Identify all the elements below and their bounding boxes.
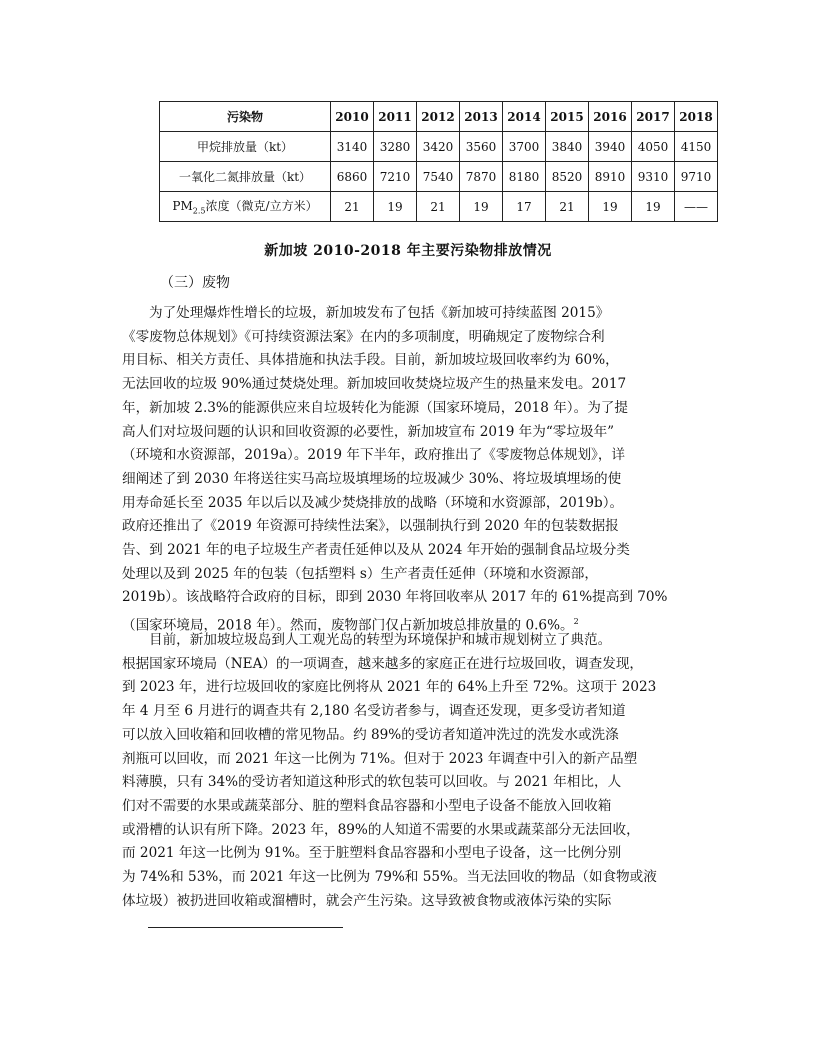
table-header-cell: 2011 (374, 102, 417, 132)
text-line: 2019b）。该战略符合政府的目标，即到 2030 年将回收率从 2017 年的 61%提高到 70% (122, 589, 668, 606)
text-line: 年，新加坡 2.3%的能源供应来自垃圾转化为能源（国家环境局，2018 年）。为了提 (122, 399, 628, 416)
text-line: 或滑槽的认识有所下降。2023 年，89%的人知道不需要的水果或蔬菜部分无法回收， (122, 821, 640, 838)
table-cell: 7210 (374, 162, 417, 192)
table-header-cell: 2013 (460, 102, 503, 132)
text-line: 为了处理爆炸性增长的垃圾，新加坡发布了包括《新加坡可持续蓝图 2015》 (149, 305, 610, 321)
table-cell: —— (675, 192, 718, 222)
table-cell: 21 (417, 192, 460, 222)
text-line: 用目标、相关方责任、具体措施和执法手段。目前，新加坡垃圾回收率约为 60%， (122, 352, 619, 369)
row-label (160, 192, 331, 222)
section-heading: （三）废物 (160, 275, 230, 291)
paragraph-waste-policy (122, 302, 696, 638)
paragraph-recycling-survey (122, 629, 696, 913)
row-label-subscript: 2.5 (192, 206, 206, 216)
text-line: 体垃圾）被扔进回收箱或溜槽时，就会产生污染。这导致被食物或液体污染的实际 (122, 892, 612, 909)
table-cell: 3280 (374, 132, 417, 162)
table-cell: 21 (331, 192, 374, 222)
text-line: 根据国家环境局（NEA）的一项调查，越来越多的家庭正在进行垃圾回收，调查发现， (122, 655, 644, 672)
table-header-cell: 2014 (503, 102, 546, 132)
text-line: 高人们对垃圾问题的认识和回收资源的必要性，新加坡宣布 2019 年为“零垃圾年” (122, 423, 615, 440)
table-cell: 19 (589, 192, 632, 222)
table-cell: 6860 (331, 162, 374, 192)
table-header-cell: 2015 (546, 102, 589, 132)
table-header-cell: 2018 (675, 102, 718, 132)
text-line: 目前，新加坡垃圾岛到人工观光岛的转型为环境保护和城市规划树立了典范。 (149, 632, 612, 648)
text-line: 为 74%和 53%，而 2021 年这一比例为 79%和 55%。当无法回收的物品（如食物或液 (122, 869, 657, 886)
table-cell: 9710 (675, 162, 718, 192)
text-line: 细阐述了到 2030 年将送往实马高垃圾填埋场的垃圾减少 30%、将垃圾填埋场的使 (122, 470, 622, 487)
text-line: 用寿命延长至 2035 年以后以及减少焚烧排放的战略（环境和水资源部，2019b）。 (122, 494, 624, 511)
table-header-cell: 2016 (589, 102, 632, 132)
table-header-cell: 2012 (417, 102, 460, 132)
text-line: 们对不需要的水果或蔬菜部分、脏的塑料食品容器和小型电子设备不能放入回收箱 (122, 797, 612, 814)
table-cell: 3140 (331, 132, 374, 162)
text-line: 可以放入回收箱和回收槽的常见物品。约 89%的受访者知道冲洗过的洗发水或洗涤 (122, 726, 619, 743)
table-cell: 4150 (675, 132, 718, 162)
text-line: （环境和水资源部，2019a）。2019 年下半年，政府推出了《零废物总体规划》，详 (122, 447, 626, 464)
table-cell: 8180 (503, 162, 546, 192)
table-cell: 3420 (417, 132, 460, 162)
table-cell: 8520 (546, 162, 589, 192)
table-cell: 7870 (460, 162, 503, 192)
table-cell: 19 (460, 192, 503, 222)
footnote-reference[interactable]: 2 (573, 617, 579, 627)
table-cell: 3700 (503, 132, 546, 162)
text-line: 告、到 2021 年的电子垃圾生产者责任延伸以及从 2024 年开始的强制食品垃圾分类 (122, 542, 630, 559)
table-row-methane (160, 132, 718, 162)
text-line: 《零废物总体规划》《可持续资源法案》在内的多项制度，明确规定了废物综合利 (122, 328, 605, 345)
text-line: 政府还推出了《2019 年资源可持续性法案》，以强制执行到 2020 年的包装数据报 (122, 518, 619, 535)
row-label: 甲烷排放量（kt） (160, 132, 331, 162)
table-cell: 19 (632, 192, 675, 222)
footnote-divider (148, 927, 343, 928)
table-cell: 19 (374, 192, 417, 222)
text-line: 料薄膜，只有 34%的受访者知道这种形式的软包装可以回收。与 2021 年相比，人 (122, 774, 622, 791)
table-cell: 17 (503, 192, 546, 222)
table-cell: 3840 (546, 132, 589, 162)
table-cell: 21 (546, 192, 589, 222)
table-row-nitrous-oxide (160, 162, 718, 192)
table-header-row (160, 102, 718, 132)
table-header-cell: 2017 (632, 102, 675, 132)
text-line: 处理以及到 2025 年的包装（包括塑料 s）生产者责任延伸（环境和水资源部， (122, 565, 598, 582)
table-cell: 3940 (589, 132, 632, 162)
table-header-cell: 污染物 (160, 102, 331, 132)
row-label-unit: 浓度（微克/立方米） (205, 199, 318, 214)
text-line-content: （国家环境局，2018 年）。然而，废物部门仅占新加坡总排放量的 0.6%。 (122, 617, 574, 634)
pollutant-table (159, 101, 718, 222)
row-label-pm: PM (172, 199, 193, 214)
table-header-cell: 2010 (331, 102, 374, 132)
text-line: 无法回收的垃圾 90%通过焚烧处理。新加坡回收焚烧垃圾产生的热量来发电。2017 (122, 376, 627, 393)
text-line: 到 2023 年，进行垃圾回收的家庭比例将从 2021 年的 64%上升至 72%。这项于 2023 (122, 679, 657, 696)
table-cell: 9310 (632, 162, 675, 192)
table-cell: 4050 (632, 132, 675, 162)
table-row-pm25 (160, 192, 718, 222)
text-line: 而 2021 年这一比例为 91%。至于脏塑料食品容器和小型电子设备，这一比例分别 (122, 845, 622, 862)
text-line: 年 4 月至 6 月进行的调查共有 2,180 名受访者参与，调查还发现，更多受访者知道 (122, 703, 626, 720)
table-cell: 3560 (460, 132, 503, 162)
row-label: 一氧化二氮排放量（kt） (160, 162, 331, 192)
text-line: 剂瓶可以回收，而 2021 年这一比例为 71%。但对于 2023 年调查中引入的新产品塑 (122, 750, 638, 767)
table-cell: 8910 (589, 162, 632, 192)
table-cell: 7540 (417, 162, 460, 192)
table-caption: 新加坡 2010-2018 年主要污染物排放情况 (264, 243, 552, 259)
